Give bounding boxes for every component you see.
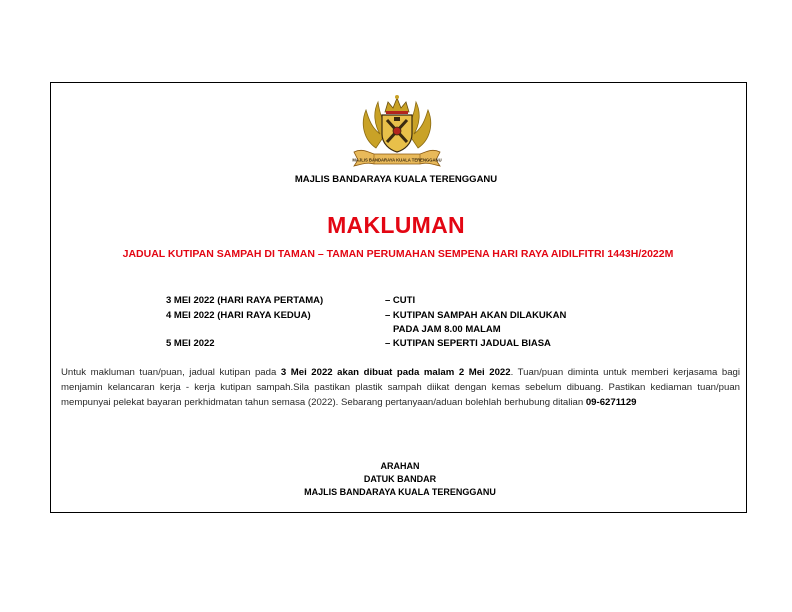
schedule-status-continued: PADA JAM 8.00 MALAM — [393, 324, 501, 335]
signature-line-3: MAJLIS BANDARAYA KUALA TERENGGANU — [304, 487, 496, 497]
schedule-status: – CUTI — [385, 295, 416, 306]
notice-body: . Tuan/puan diminta untuk memberi kerjasama bagi menjamin kelancaran kerja - kerja kutipan sampah.Sila pastikan plastik sampah diikat dengan kemas sebelum dibuang. Pastikan kediaman tuan/puan mempunyai pelekat bayaran perkhidmatan tahun semasa (2022). Sebarang pertanyaan/aduan bolehlah berhubung ditalian — [61, 367, 741, 409]
svg-text:MAJLIS BANDARAYA KUALA TERENGG: MAJLIS BANDARAYA KUALA TERENGGANU — [352, 157, 442, 163]
crest-emblem-icon — [342, 90, 452, 172]
schedule-date: 5 MEI 2022 — [166, 338, 215, 349]
organization-name: MAJLIS BANDARAYA KUALA TERENGGANU — [294, 174, 498, 185]
notice-bold-date: 3 Mei 2022 akan dibuat pada malam 2 Mei 2022 — [280, 367, 511, 378]
schedule-status: – KUTIPAN SAMPAH AKAN DILAKUKAN — [385, 310, 567, 321]
signature-line-2: DATUK BANDAR — [363, 474, 437, 484]
signature-line-1: ARAHAN — [380, 461, 420, 471]
schedule-date: 3 MEI 2022 (HARI RAYA PERTAMA) — [166, 295, 324, 306]
schedule-date: 4 MEI 2022 (HARI RAYA KEDUA) — [166, 310, 311, 321]
page-subtitle: JADUAL KUTIPAN SAMPAH DI TAMAN – TAMAN PERUMAHAN SEMPENA HARI RAYA AIDILFITRI 1443H/2022M — [122, 248, 674, 260]
notice-paragraph — [61, 365, 740, 411]
page-title: MAKLUMAN — [327, 212, 465, 238]
schedule-status: – KUTIPAN SEPERTI JADUAL BIASA — [385, 338, 551, 349]
notice-phone: 09-6271129 — [585, 397, 637, 409]
notice-intro: Untuk makluman tuan/puan, jadual kutipan pada — [61, 367, 281, 378]
